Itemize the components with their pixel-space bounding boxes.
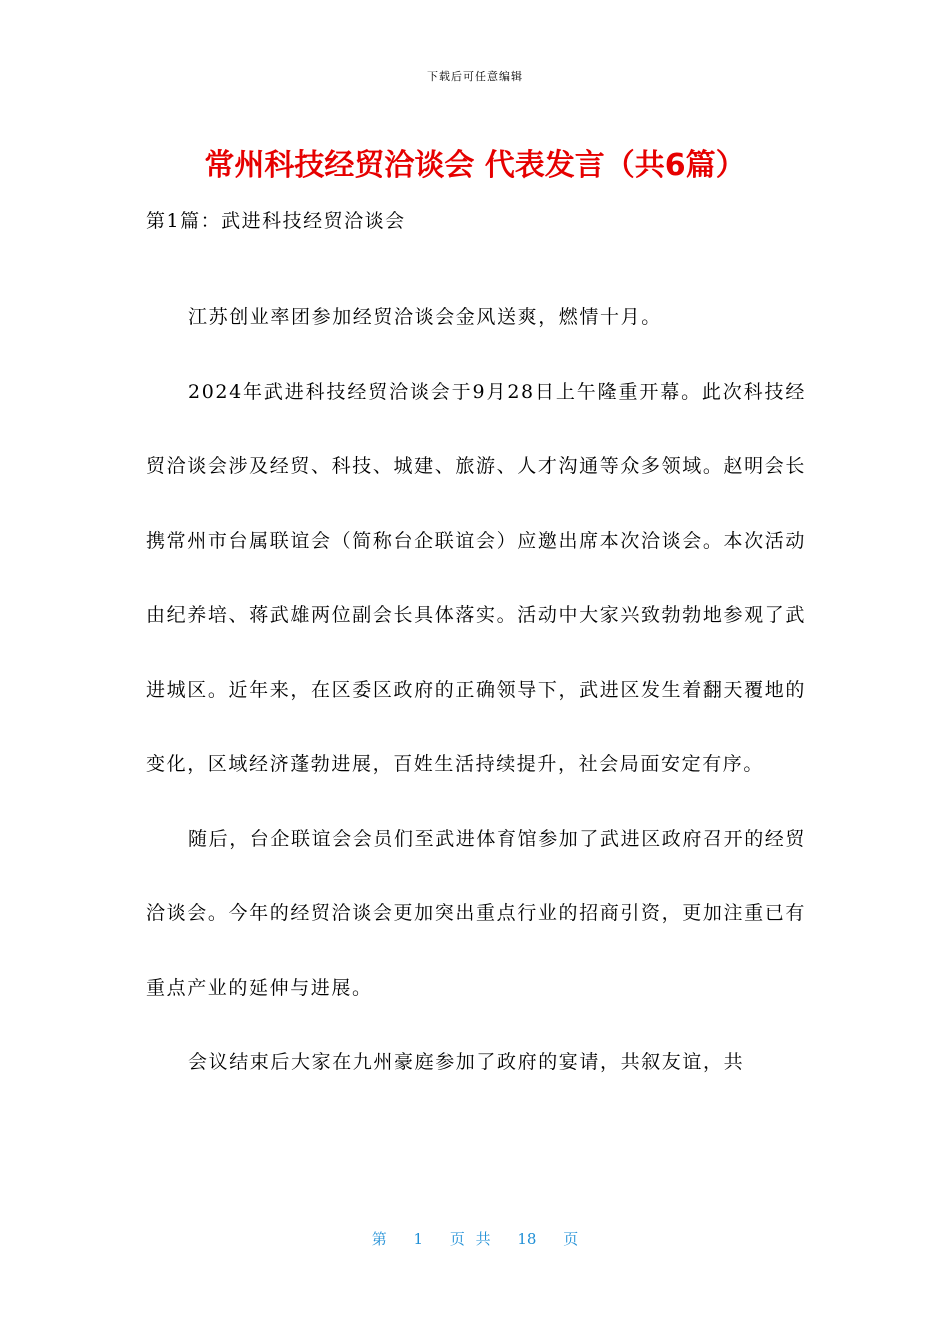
paragraph-2: 2024年武进科技经贸洽谈会于9月28日上午隆重开幕。此次科技经贸洽谈会涉及经贸、科技、城建、旅游、人才沟通等众多领域。赵明会长携常州市台属联谊会（简称台企联谊会）应邀出席本次洽谈会。本次活动由纪养培、蒋武雄两位副会长具体落实。活动中大家兴致勃勃地参观了武进城区。近年来，在区委区政府的正确领导下，武进区发生着翻天覆地的变化，区域经济蓬勃进展，百姓生活持续提升，社会局面安定有序。 [146,380,806,775]
page-mid-label: 页 共 [449,1230,491,1248]
paragraph-1: 江苏创业率团参加经贸洽谈会金风送爽，燃情十月。 [188,306,662,328]
header-note: 下载后可任意编辑 [427,70,523,83]
section-heading: 第1篇：武进科技经贸洽谈会 [146,210,406,232]
paragraph-3: 随后，台企联谊会会员们至武进体育馆参加了武进区政府召开的经贸洽谈会。今年的经贸洽谈会更加突出重点行业的招商引资，更加注重已有重点产业的延伸与进展。 [146,827,807,999]
total-pages-number: 18 [517,1230,537,1248]
page-label: 第 [371,1230,387,1248]
current-page-number: 1 [413,1230,424,1248]
page-suffix-label: 页 [563,1230,579,1248]
document-title: 常州科技经贸洽谈会 代表发言（共6篇） [204,148,746,183]
paragraph-4: 会议结束后大家在九州豪庭参加了政府的宴请，共叙友谊，共 [188,1051,745,1073]
page-footer [0,1228,950,1249]
document-body [146,280,806,1100]
